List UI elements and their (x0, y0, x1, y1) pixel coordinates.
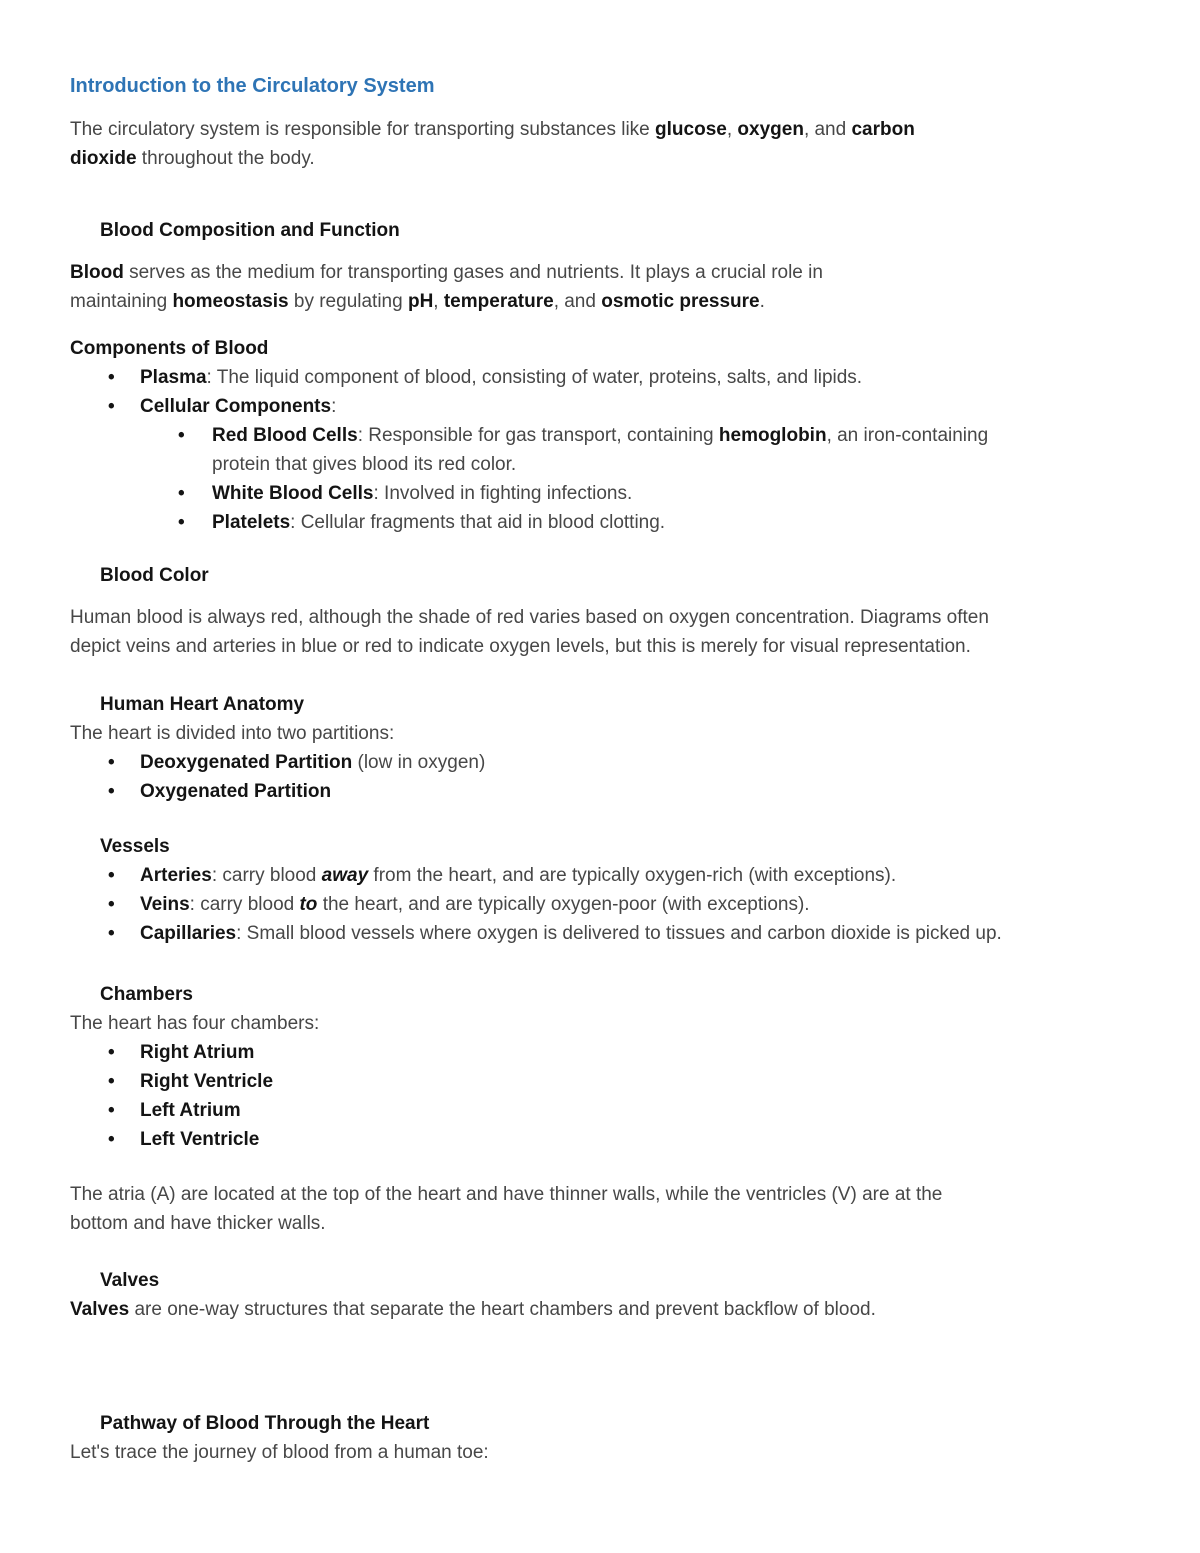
text-run: temperature (443, 291, 554, 312)
list-item (70, 479, 1130, 508)
paragraph (70, 1180, 1130, 1238)
list-item (70, 508, 1130, 537)
text-run: Human Heart Anatomy (100, 694, 305, 715)
paragraph (70, 1009, 1130, 1038)
text-run: Oxygenated Partition (140, 781, 332, 802)
text-run: are one-way structures that separate the heart chambers and prevent backflow of blood. (129, 1299, 876, 1320)
text-run: maintaining (70, 291, 173, 312)
text-run: Human blood is always red, although the shade of red varies based on oxygen concentration. Diagrams often (70, 607, 989, 628)
paragraph (70, 1295, 1130, 1324)
text-run: : carry blood (211, 865, 322, 886)
list-item (70, 861, 1130, 890)
text-run: Vessels (100, 836, 170, 857)
text-run: The heart is divided into two partitions: (70, 723, 395, 744)
section-heading (100, 1266, 1130, 1295)
section-heading (100, 561, 1130, 590)
text-run: glucose (655, 119, 727, 140)
text-run: Right Ventricle (140, 1071, 274, 1092)
text-run: , an iron-containing (826, 425, 989, 446)
text-run: to (299, 894, 318, 915)
text-run: The circulatory system is responsible for transporting substances like (70, 119, 656, 140)
text-run: Arteries (140, 865, 212, 886)
bullet-list (70, 363, 1130, 537)
text-run: The atria (A) are located at the top of the heart and have thinner walls, while the ventricles (V) are at the (70, 1184, 943, 1205)
list-item (70, 1125, 1130, 1154)
text-run: Introduction to the Circulatory System (70, 75, 435, 97)
text-run: by regulating (288, 291, 408, 312)
list-item (70, 363, 1130, 392)
text-run: Blood Color (100, 565, 209, 586)
bullet-list (70, 1038, 1130, 1154)
text-run: Capillaries (140, 923, 237, 944)
text-run: Cellular Components (140, 396, 332, 417)
text-run: away (321, 865, 369, 886)
list-item (70, 1067, 1130, 1096)
paragraph (70, 603, 1130, 661)
text-run: , and (803, 119, 852, 140)
text-run: Blood Composition and Function (100, 220, 400, 241)
text-run: Right Atrium (140, 1042, 255, 1063)
text-run: bottom and have thicker walls. (70, 1213, 326, 1234)
list-item (70, 919, 1130, 948)
text-run: dioxide (70, 148, 137, 169)
text-run: throughout the body. (136, 148, 315, 169)
text-run: The heart has four chambers: (70, 1013, 320, 1034)
text-run: serves as the medium for transporting gases and nutrients. It plays a crucial role in (123, 262, 823, 283)
text-run: Left Ventricle (140, 1129, 260, 1150)
text-run: Blood (70, 262, 124, 283)
text-run: : (331, 396, 337, 417)
text-run: oxygen (737, 119, 804, 140)
text-run: : Cellular fragments that aid in blood clotting. (290, 512, 666, 533)
text-run: : carry blood (189, 894, 300, 915)
list-item (70, 777, 1130, 806)
text-run: , and (553, 291, 602, 312)
text-run: Veins (140, 894, 190, 915)
text-run: Deoxygenated Partition (140, 752, 353, 773)
text-run: hemoglobin (718, 425, 827, 446)
text-run: Let's trace the journey of blood from a human toe: (70, 1442, 489, 1463)
text-run: from the heart, and are typically oxygen-rich (with exceptions). (368, 865, 897, 886)
section-heading (100, 690, 1130, 719)
list-item (70, 890, 1130, 919)
text-run: carbon (851, 119, 915, 140)
text-run: Red Blood Cells (212, 425, 358, 446)
text-run: Chambers (100, 984, 193, 1005)
text-run: Pathway of Blood Through the Heart (100, 1413, 430, 1434)
text-run: : The liquid component of blood, consisting of water, proteins, salts, and lipids. (206, 367, 863, 388)
text-run: White Blood Cells (212, 483, 374, 504)
text-run: the heart, and are typically oxygen-poor (with exceptions). (317, 894, 810, 915)
text-run: Plasma (140, 367, 207, 388)
list-item (70, 392, 1130, 421)
section-heading (100, 216, 1130, 245)
text-run: protein that gives blood its red color. (212, 454, 517, 475)
text-run: , (433, 291, 444, 312)
bullet-list (70, 861, 1130, 948)
list-item (70, 1096, 1130, 1125)
text-run: Left Atrium (140, 1100, 241, 1121)
text-run: : Involved in fighting infections. (373, 483, 633, 504)
text-run: : Responsible for gas transport, containing (357, 425, 719, 446)
section-heading (70, 334, 1130, 363)
text-run: pH (407, 291, 434, 312)
text-run: : Small blood vessels where oxygen is delivered to tissues and carbon dioxide is picked up. (236, 923, 1002, 944)
text-run: Valves (100, 1270, 160, 1291)
bullet-list (70, 748, 1130, 806)
text-run: (low in oxygen) (352, 752, 486, 773)
text-run: depict veins and arteries in blue or red to indicate oxygen levels, but this is merely for visual representation. (70, 636, 971, 657)
section-heading (100, 980, 1130, 1009)
paragraph (70, 258, 1130, 316)
section-heading (100, 832, 1130, 861)
document-title (70, 72, 1130, 101)
text-run: . (759, 291, 765, 312)
text-run: , (726, 119, 738, 140)
list-item (70, 748, 1130, 777)
text-run: homeostasis (172, 291, 289, 312)
text-run: Platelets (212, 512, 291, 533)
text-run: Components of Blood (70, 338, 269, 359)
list-item (70, 421, 1130, 479)
paragraph (70, 719, 1130, 748)
text-run: Valves (70, 1299, 130, 1320)
paragraph (70, 115, 1130, 173)
list-item (70, 1038, 1130, 1067)
section-heading (100, 1409, 1130, 1438)
text-run: osmotic pressure (601, 291, 760, 312)
paragraph (70, 1438, 1130, 1467)
